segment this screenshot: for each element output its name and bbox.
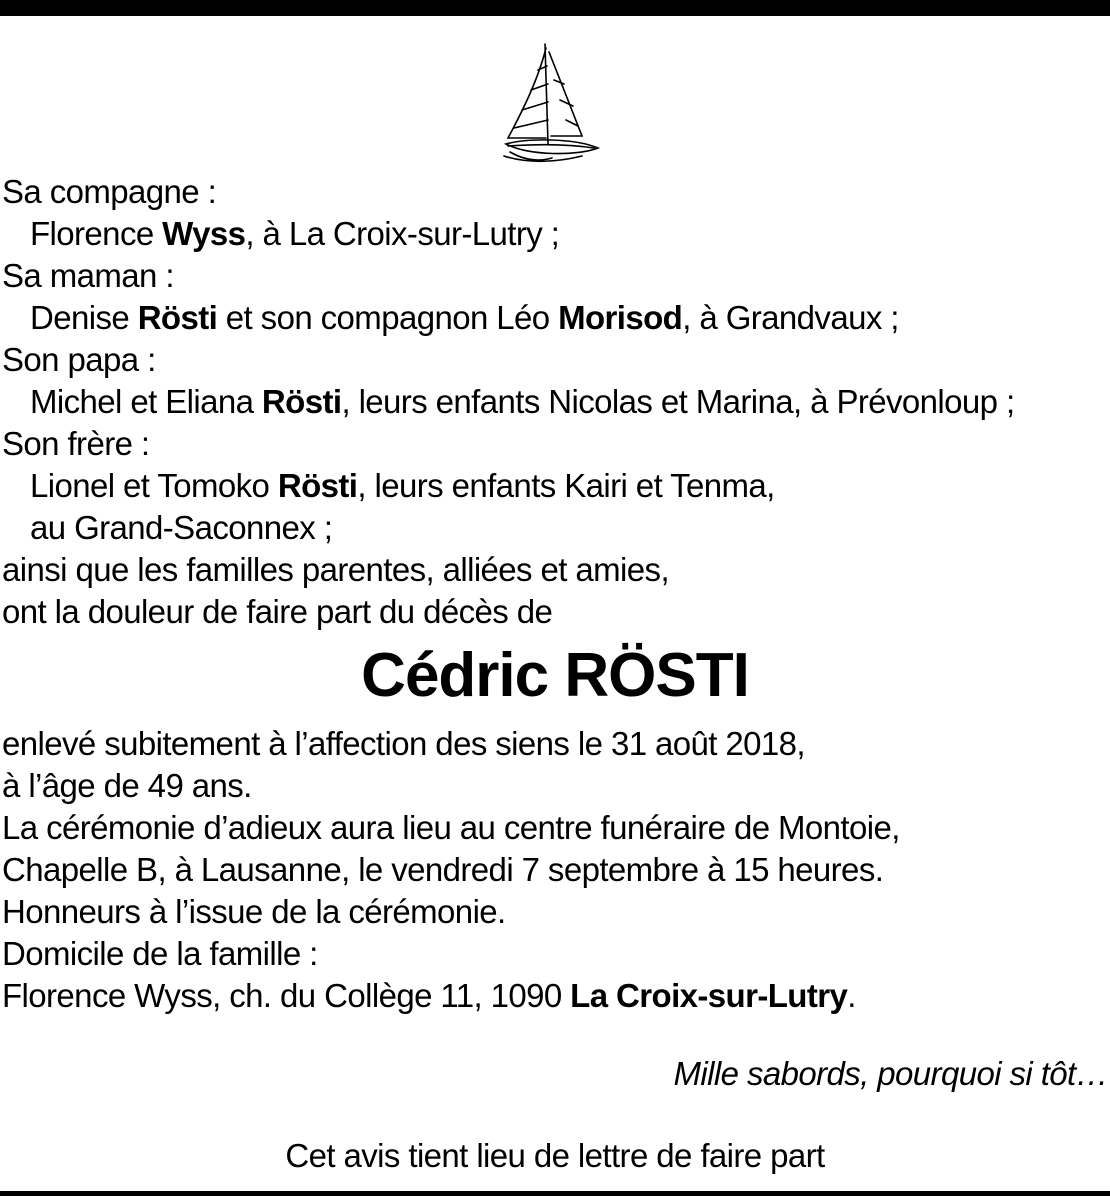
announcement-intro: ont la douleur de faire part du décès de bbox=[2, 593, 553, 630]
family-line-brother: Lionel et Tomoko Rösti, leurs enfants Kairi et Tenma, bbox=[30, 467, 775, 504]
deceased-name: Cédric RÖSTI bbox=[361, 641, 749, 710]
detail-ceremony: La cérémonie d’adieux aura lieu au centre funéraire de Montoie, bbox=[2, 809, 900, 846]
relation-label-father: Son papa : bbox=[2, 341, 156, 378]
sailboat-icon bbox=[498, 40, 604, 168]
family-line-father: Michel et Eliana Rösti, leurs enfants Nicolas et Marina, à Prévonloup ; bbox=[30, 383, 1015, 420]
family-line-companion: Florence Wyss, à La Croix-sur-Lutry ; bbox=[30, 215, 560, 252]
detail-domicile-address: Florence Wyss, ch. du Collège 11, 1090 La Croix-sur-Lutry. bbox=[2, 977, 856, 1014]
detail-age: à l’âge de 49 ans. bbox=[2, 767, 252, 804]
relation-label-mother: Sa maman : bbox=[2, 257, 174, 294]
detail-domicile-label: Domicile de la famille : bbox=[2, 935, 318, 972]
detail-death-date: enlevé subitement à l’affection des siens le 31 août 2018, bbox=[2, 725, 805, 762]
footer-note: Cet avis tient lieu de lettre de faire part bbox=[285, 1137, 825, 1174]
motto: Mille sabords, pourquoi si tôt… bbox=[673, 1055, 1108, 1092]
bottom-rule bbox=[0, 1191, 1110, 1196]
relation-label-brother: Son frère : bbox=[2, 425, 150, 462]
relation-label-companion: Sa compagne : bbox=[2, 173, 217, 210]
family-line-mother: Denise Rösti et son compagnon Léo Morisod, à Grandvaux ; bbox=[30, 299, 899, 336]
detail-ceremony-place: Chapelle B, à Lausanne, le vendredi 7 septembre à 15 heures. bbox=[2, 851, 884, 888]
family-line-relatives: ainsi que les familles parentes, alliées et amies, bbox=[2, 551, 670, 588]
family-line-brother-place: au Grand-Saconnex ; bbox=[30, 509, 333, 546]
detail-honours: Honneurs à l’issue de la cérémonie. bbox=[2, 893, 506, 930]
top-rule bbox=[0, 0, 1110, 16]
